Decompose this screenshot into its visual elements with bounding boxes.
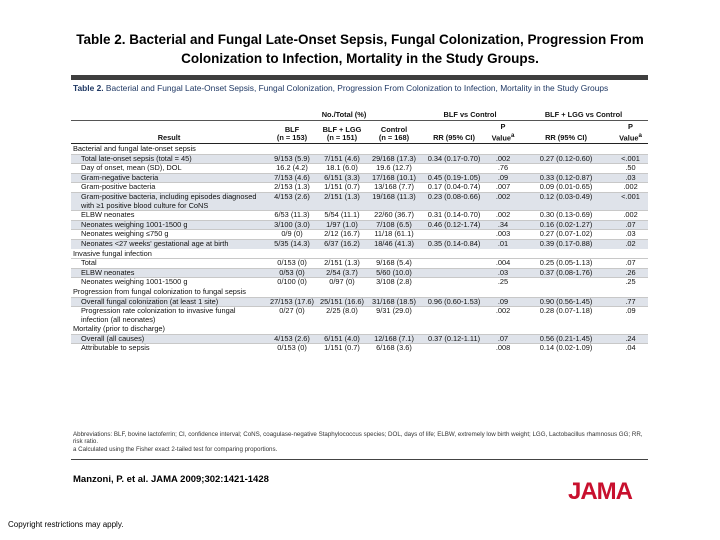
table-footnotes	[73, 431, 648, 453]
table-cell: 6/53 (11.3)	[267, 211, 317, 221]
table-cell: 2/151 (1.3)	[317, 259, 367, 269]
col-result: Result	[71, 121, 267, 144]
table-cell: 0/27 (0)	[267, 307, 317, 325]
table-cell: 25/151 (16.6)	[317, 297, 367, 307]
row-label: ELBW neonates	[71, 211, 267, 221]
table-cell: .09	[613, 307, 648, 325]
table-cell: 0/9 (0)	[267, 230, 317, 240]
col-control: Control (n = 168)	[367, 121, 421, 144]
table-body	[71, 144, 648, 354]
table-cell: 0.34 (0.17-0.70)	[421, 154, 487, 164]
section-row	[71, 144, 648, 155]
table-cell: 0/153 (0)	[267, 259, 317, 269]
table-cell: .02	[613, 239, 648, 248]
row-label: Overall (all causes)	[71, 334, 267, 344]
row-label: Neonates weighing ≤750 g	[71, 230, 267, 240]
table-cell: 0/100 (0)	[267, 278, 317, 287]
table-image	[71, 75, 648, 462]
row-label: Total	[71, 259, 267, 269]
table-cell: 7/151 (4.6)	[317, 154, 367, 164]
col-p-blflgg: P Value$^a$	[613, 121, 648, 144]
row-label: Neonates weighing 1001-1500 g	[71, 278, 267, 287]
citation: Manzoni, P. et al. JAMA 2009;302:1421-1428	[73, 474, 269, 485]
table-cell: .07	[613, 259, 648, 269]
table-cell: .002	[613, 211, 648, 221]
footnote-a: a Calculated using the Fisher exact 2-tailed test for comparing proportions.	[73, 445, 278, 453]
bottom-rule	[71, 459, 648, 460]
table-cell: 0.16 (0.02-1.27)	[519, 220, 613, 230]
table-cell: 7/153 (4.6)	[267, 173, 317, 183]
table-cell: 6/151 (4.0)	[317, 334, 367, 344]
table-cell: 0.25 (0.05-1.13)	[519, 259, 613, 269]
col-blf: BLF (n = 153)	[267, 121, 317, 144]
table-cell: .04	[613, 344, 648, 353]
table-cell: .007	[487, 183, 519, 193]
section-label: Bacterial and fungal late-onset sepsis	[73, 144, 196, 153]
row-label: Day of onset, mean (SD), DOL	[71, 164, 267, 174]
jama-logo: JAMA	[568, 478, 633, 505]
table-cell: <.001	[613, 192, 648, 210]
table-cell	[519, 164, 613, 174]
table-cell: 7/108 (6.5)	[367, 220, 421, 230]
table-cell	[421, 164, 487, 174]
table-cell: 1/97 (1.0)	[317, 220, 367, 230]
footnote-abbreviations: Abbreviations: BLF, bovine lactoferrin; CI, confidence interval; CoNS, coagulase-negative Staphylococcus species; DOL, days of life; ELBW, extremely low birth weight; LGG, Lactobacillus rhamnosus GG; RR, risk ratio.	[73, 431, 643, 446]
table-cell: .25	[487, 278, 519, 287]
table-cell: 9/168 (5.4)	[367, 259, 421, 269]
slide-title-line1: Table 2. Bacterial and Fungal Late-Onset Sepsis, Fungal Colonization, Progression From	[76, 32, 644, 47]
table-cell: .002	[487, 307, 519, 325]
row-label: Neonates weighing 1001-1500 g	[71, 220, 267, 230]
table-cell: 5/35 (14.3)	[267, 239, 317, 248]
table-row	[71, 297, 648, 307]
copyright-notice: Copyright restrictions may apply.	[8, 520, 124, 529]
slide-title	[20, 30, 700, 68]
table-row	[71, 154, 648, 164]
table-row	[71, 278, 648, 287]
header-blf-vs-control: BLF vs Control	[421, 109, 519, 121]
table-cell: .003	[487, 230, 519, 240]
table-cell: 0.96 (0.60-1.53)	[421, 297, 487, 307]
col-rr-blf: RR (95% CI)	[421, 121, 487, 144]
table-row	[71, 344, 648, 353]
table-cell: .77	[613, 297, 648, 307]
table-cell: .09	[487, 173, 519, 183]
table-cell: .002	[487, 192, 519, 210]
table-cell	[421, 230, 487, 240]
row-label: Progression rate colonization to invasive fungal infection (all neonates)	[71, 307, 267, 325]
caption-label: Table 2.	[73, 83, 104, 93]
table-row	[71, 259, 648, 269]
row-label: Gram-negative bacteria	[71, 173, 267, 183]
row-label: Gram-positive bacteria, including episodes diagnosed with ≥1 positive blood culture for CoNS	[71, 192, 267, 210]
table-cell: 2/54 (3.7)	[317, 268, 367, 278]
table-cell: 16.2 (4.2)	[267, 164, 317, 174]
slide-title-line2: Colonization to Infection, Mortality in the Study Groups.	[181, 51, 539, 66]
table-cell: 0.12 (0.03-0.49)	[519, 192, 613, 210]
table-cell: 29/168 (17.3)	[367, 154, 421, 164]
table-row	[71, 334, 648, 344]
table-cell: 0/153 (0)	[267, 344, 317, 353]
table-cell: 22/60 (36.7)	[367, 211, 421, 221]
table-cell: 0.33 (0.12-0.87)	[519, 173, 613, 183]
table-cell: 0.46 (0.12-1.74)	[421, 220, 487, 230]
section-row	[71, 324, 648, 334]
table-cell: .26	[613, 268, 648, 278]
table-cell	[421, 278, 487, 287]
table-cell: 0.90 (0.56-1.45)	[519, 297, 613, 307]
table-cell: 6/168 (3.6)	[367, 344, 421, 353]
table-cell: .25	[613, 278, 648, 287]
table-cell: 6/37 (16.2)	[317, 239, 367, 248]
row-label: Neonates <27 weeks' gestational age at birth	[71, 239, 267, 248]
table-cell: 5/54 (11.1)	[317, 211, 367, 221]
table-cell: 12/168 (7.1)	[367, 334, 421, 344]
table-cell: 0.31 (0.14-0.70)	[421, 211, 487, 221]
table-caption	[73, 83, 643, 93]
table-cell: 19.6 (12.7)	[367, 164, 421, 174]
table-cell: .09	[487, 297, 519, 307]
table-cell: .07	[613, 220, 648, 230]
table-cell: 0.30 (0.13-0.69)	[519, 211, 613, 221]
table-row	[71, 173, 648, 183]
table-cell: 0/97 (0)	[317, 278, 367, 287]
table-row	[71, 164, 648, 174]
table-cell: 2/151 (1.3)	[317, 192, 367, 210]
table-cell: 0/53 (0)	[267, 268, 317, 278]
table-cell: 9/153 (5.9)	[267, 154, 317, 164]
table-cell: 0.39 (0.17-0.88)	[519, 239, 613, 248]
table-cell: 1/151 (0.7)	[317, 344, 367, 353]
table-cell: 0.09 (0.01-0.65)	[519, 183, 613, 193]
row-label: Attributable to sepsis	[71, 344, 267, 353]
row-label: ELBW neonates	[71, 268, 267, 278]
table-cell: 0.56 (0.21-1.45)	[519, 334, 613, 344]
header-blank	[71, 109, 267, 121]
table-cell: 2/12 (16.7)	[317, 230, 367, 240]
table-row	[71, 220, 648, 230]
table-cell: 0.27 (0.12-0.60)	[519, 154, 613, 164]
table-row	[71, 183, 648, 193]
col-blflgg: BLF + LGG (n = 151)	[317, 121, 367, 144]
table-cell: 2/25 (8.0)	[317, 307, 367, 325]
table-cell: 0.37 (0.12-1.11)	[421, 334, 487, 344]
table-cell: 2/153 (1.3)	[267, 183, 317, 193]
table-cell: 4/153 (2.6)	[267, 192, 317, 210]
section-row	[71, 249, 648, 259]
table-cell: 0.35 (0.14-0.84)	[421, 239, 487, 248]
table-cell: .07	[487, 334, 519, 344]
table-row	[71, 230, 648, 240]
section-label: Mortality (prior to discharge)	[73, 324, 166, 334]
table-cell: 27/153 (17.6)	[267, 297, 317, 307]
table-cell: 0.27 (0.07-1.02)	[519, 230, 613, 240]
data-table	[71, 109, 648, 353]
table-cell: .76	[487, 164, 519, 174]
section-row	[71, 287, 648, 297]
section-label: Invasive fungal infection	[73, 248, 152, 258]
section-label: Progression from fungal colonization to fungal sepsis	[73, 286, 246, 296]
table-cell: 6/151 (3.3)	[317, 173, 367, 183]
table-cell: .01	[487, 239, 519, 248]
table-cell: 3/108 (2.8)	[367, 278, 421, 287]
table-cell: .008	[487, 344, 519, 353]
table-row	[71, 268, 648, 278]
table-cell: 0.17 (0.04-0.74)	[421, 183, 487, 193]
table-row	[71, 239, 648, 248]
row-label: Total late-onset sepsis (total = 45)	[71, 154, 267, 164]
table-cell: 1/151 (0.7)	[317, 183, 367, 193]
table-cell: .002	[487, 211, 519, 221]
table-cell: .002	[613, 183, 648, 193]
top-rule	[71, 75, 648, 80]
table-cell: 0.37 (0.08-1.76)	[519, 268, 613, 278]
table-cell: .03	[613, 173, 648, 183]
table-cell: .002	[487, 154, 519, 164]
table-cell: .24	[613, 334, 648, 344]
table-cell	[421, 259, 487, 269]
table-cell: 3/100 (3.0)	[267, 220, 317, 230]
table-row	[71, 192, 648, 210]
table-cell: 4/153 (2.6)	[267, 334, 317, 344]
caption-text: Bacterial and Fungal Late-Onset Sepsis, Fungal Colonization, Progression From Colonization to Infection, Mortality in the Study Groups	[105, 83, 609, 93]
table-cell: <.001	[613, 154, 648, 164]
table-cell: 0.23 (0.08-0.66)	[421, 192, 487, 210]
table-cell: 9/31 (29.0)	[367, 307, 421, 325]
table-cell: 5/60 (10.0)	[367, 268, 421, 278]
header-blflgg-vs-control: BLF + LGG vs Control	[519, 109, 648, 121]
table-cell: 11/18 (61.1)	[367, 230, 421, 240]
table-cell: 13/168 (7.7)	[367, 183, 421, 193]
col-rr-blflgg: RR (95% CI)	[519, 121, 613, 144]
table-cell	[421, 307, 487, 325]
col-p-blf: P Value$^a$	[487, 121, 519, 144]
table-cell: .03	[613, 230, 648, 240]
row-label: Overall fungal colonization (at least 1 site)	[71, 297, 267, 307]
table-cell: 17/168 (10.1)	[367, 173, 421, 183]
table-cell: .03	[487, 268, 519, 278]
table-cell: 31/168 (18.5)	[367, 297, 421, 307]
table-cell: 19/168 (11.3)	[367, 192, 421, 210]
table-cell: 18/46 (41.3)	[367, 239, 421, 248]
header-no-total: No./Total (%)	[267, 109, 421, 121]
table-cell: 0.45 (0.19-1.05)	[421, 173, 487, 183]
table-cell	[421, 268, 487, 278]
table-cell	[519, 278, 613, 287]
table-row	[71, 211, 648, 221]
table-row	[71, 307, 648, 325]
table-cell: .004	[487, 259, 519, 269]
table-cell: 0.28 (0.07-1.18)	[519, 307, 613, 325]
table-cell: .50	[613, 164, 648, 174]
table-cell: .34	[487, 220, 519, 230]
row-label: Gram-positive bacteria	[71, 183, 267, 193]
table-cell: 0.14 (0.02-1.09)	[519, 344, 613, 353]
table-cell: 18.1 (6.0)	[317, 164, 367, 174]
table-cell	[421, 344, 487, 353]
